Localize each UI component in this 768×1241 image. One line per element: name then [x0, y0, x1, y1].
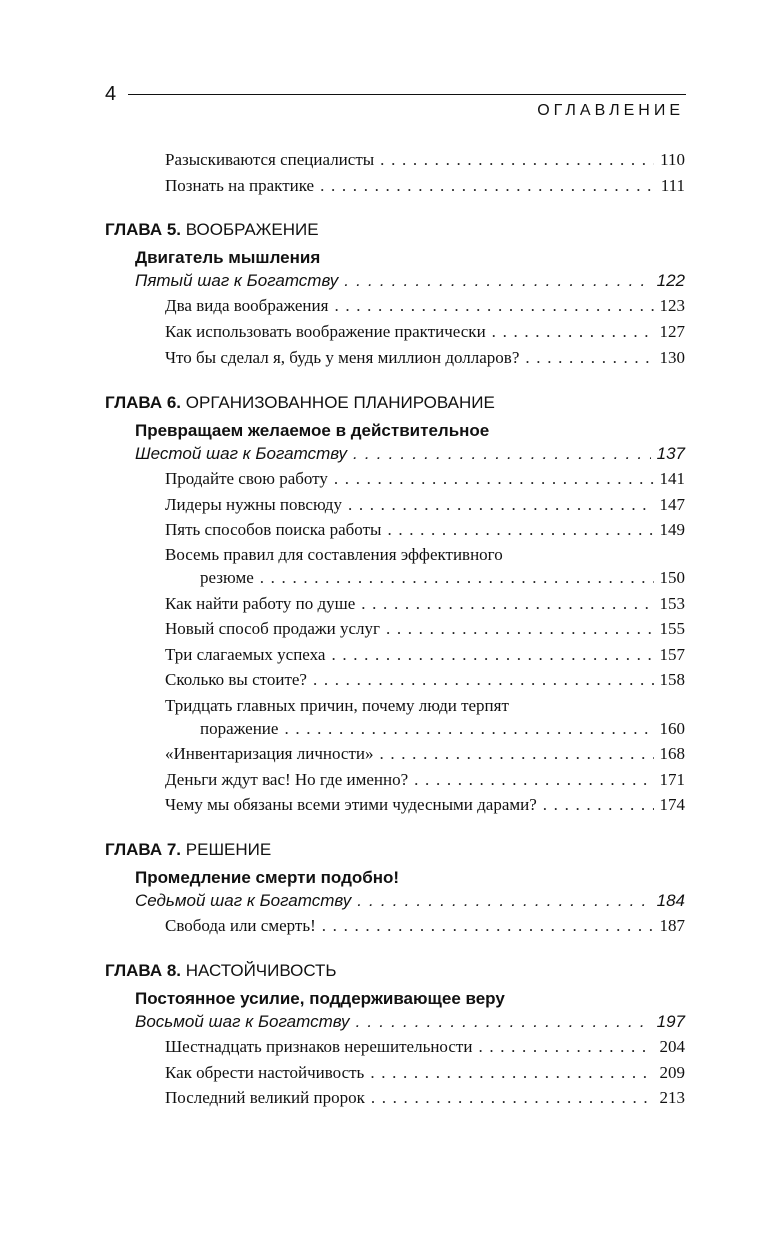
chapter-heading[interactable]: [105, 220, 319, 240]
toc-entry-page: 187: [659, 916, 685, 935]
toc-entry-title: Сколько вы стоите?: [165, 670, 307, 689]
chapter-heading[interactable]: [105, 961, 337, 981]
leader-dots: [370, 1063, 653, 1083]
toc-entry-title: Продайте свою работу: [165, 469, 328, 488]
leader-dots: [525, 348, 653, 368]
toc-entry-page: 127: [659, 322, 685, 341]
chapter-subtitle: Промедление смерти подобно!: [135, 868, 400, 887]
toc-entry[interactable]: [165, 770, 685, 790]
chapter-label: ГЛАВА 7.: [105, 840, 182, 859]
leader-dots: [353, 444, 651, 464]
leader-dots: [357, 891, 650, 911]
toc-entry[interactable]: [165, 495, 685, 515]
toc-entry-page: 168: [659, 744, 685, 763]
toc-entry-page: 123: [659, 296, 685, 315]
leader-dots: [387, 520, 653, 540]
toc-entry-title: Новый способ продажи услуг: [165, 619, 380, 638]
leader-dots: [386, 619, 654, 639]
leader-dots: [334, 296, 653, 316]
toc-entry-page: 122: [656, 271, 685, 290]
toc-entry-page: 184: [656, 891, 685, 910]
chapter-label: ГЛАВА 8.: [105, 961, 182, 980]
toc-entry-page: 130: [659, 348, 685, 367]
toc-entry-title: Как обрести настойчивость: [165, 1063, 365, 1082]
leader-dots: [356, 1012, 651, 1032]
leader-dots: [478, 1037, 653, 1057]
toc-entry[interactable]: [165, 1088, 685, 1108]
toc-entry-title: Чему мы обязаны всеми этими чудесными дарами?: [165, 795, 537, 814]
leader-dots: [284, 719, 653, 739]
toc-entry[interactable]: [165, 296, 685, 316]
toc-entry[interactable]: [165, 916, 685, 936]
leader-dots: [361, 594, 653, 614]
toc-entry-page: 158: [659, 670, 685, 689]
toc-entry[interactable]: [165, 594, 685, 614]
toc-entry-page: 197: [656, 1012, 685, 1031]
chapter-subtitle: Постоянное усилие, поддерживающее веру: [135, 989, 505, 1008]
toc-entry-page: 155: [659, 619, 685, 638]
toc-entry-title: Два вида воображения: [165, 296, 329, 315]
toc-entry-continuation: резюме: [200, 568, 254, 587]
toc-entry[interactable]: [200, 568, 685, 588]
chapter-heading[interactable]: [105, 393, 495, 413]
chapter-heading[interactable]: [105, 840, 271, 860]
toc-entry-page: 153: [659, 594, 685, 613]
toc-entry-page: 213: [659, 1088, 685, 1107]
chapter-name: ОРГАНИЗОВАННОЕ ПЛАНИРОВАНИЕ: [185, 393, 495, 412]
leader-dots: [543, 795, 654, 815]
toc-entry-page: 204: [659, 1037, 685, 1056]
toc-entry-page: 157: [659, 645, 685, 664]
toc-entry-title: Седьмой шаг к Богатству: [135, 891, 352, 910]
leader-dots: [348, 495, 654, 515]
toc-entry[interactable]: [165, 469, 685, 489]
toc-entry-title: Деньги ждут вас! Но где именно?: [165, 770, 409, 789]
toc-entry-title: Последний великий пророк: [165, 1088, 365, 1107]
toc-entry-page: 209: [659, 1063, 685, 1082]
leader-dots: [371, 1088, 654, 1108]
toc-entry-title: Свобода или смерть!: [165, 916, 316, 935]
toc-entry-title: Шестнадцать признаков нерешительности: [165, 1037, 473, 1056]
toc-entry-title: Восьмой шаг к Богатству: [135, 1012, 350, 1031]
leader-dots: [313, 670, 654, 690]
toc-entry-page: 150: [659, 568, 685, 587]
toc-entry[interactable]: [165, 520, 685, 540]
toc-entry[interactable]: [165, 619, 685, 639]
toc-entry-title: Разыскиваются специалисты: [165, 150, 375, 169]
toc-entry-title: Лидеры нужны повсюду: [165, 495, 342, 514]
toc-entry-title: «Инвентаризация личности»: [165, 744, 374, 763]
leader-dots: [260, 568, 654, 588]
toc-step-entry[interactable]: [135, 891, 685, 911]
toc-entry-first-line[interactable]: Тридцать главных причин, почему люди терпят: [165, 696, 509, 715]
toc-entry[interactable]: [165, 645, 685, 665]
toc-entry-page: 160: [659, 719, 685, 738]
toc-entry-page: 171: [659, 770, 685, 789]
toc-step-entry[interactable]: [135, 1012, 685, 1032]
chapter-subtitle: Двигатель мышления: [135, 248, 321, 267]
toc-entry-title: Пятый шаг к Богатству: [135, 271, 339, 290]
leader-dots: [320, 176, 655, 196]
page-number: 4: [105, 83, 117, 105]
toc-entry[interactable]: [165, 1037, 685, 1057]
running-title: ОГЛАВЛЕНИЕ: [537, 102, 684, 119]
toc-entry[interactable]: [165, 348, 685, 368]
leader-dots: [344, 271, 650, 291]
toc-entry[interactable]: [165, 670, 685, 690]
toc-entry[interactable]: [165, 795, 685, 815]
toc-entry[interactable]: [165, 322, 685, 342]
toc-entry-title: Что бы сделал я, будь у меня миллион долларов?: [165, 348, 520, 367]
toc-entry[interactable]: [165, 150, 685, 170]
toc-entry-title: Как найти работу по душе: [165, 594, 356, 613]
leader-dots: [380, 150, 654, 170]
toc-entry-title: Три слагаемых успеха: [165, 645, 326, 664]
toc-entry-page: 147: [659, 495, 685, 514]
toc-entry-first-line[interactable]: Восемь правил для составления эффективного: [165, 545, 503, 564]
toc-entry-page: 110: [660, 150, 685, 169]
chapter-name: РЕШЕНИЕ: [185, 840, 272, 859]
chapter-label: ГЛАВА 6.: [105, 393, 182, 412]
leader-dots: [331, 645, 653, 665]
leader-dots: [322, 916, 654, 936]
toc-entry-title: Как использовать воображение практически: [165, 322, 486, 341]
toc-entry-page: 137: [656, 444, 685, 463]
toc-entry-page: 149: [659, 520, 685, 539]
chapter-label: ГЛАВА 5.: [105, 220, 182, 239]
leader-dots: [492, 322, 654, 342]
toc-entry[interactable]: [165, 744, 685, 764]
chapter-name: ВООБРАЖЕНИЕ: [185, 220, 319, 239]
leader-dots: [414, 770, 653, 790]
toc-step-entry[interactable]: [135, 444, 685, 464]
toc-entry-title: Пять способов поиска работы: [165, 520, 382, 539]
toc-entry[interactable]: [200, 719, 685, 739]
toc-entry[interactable]: [165, 1063, 685, 1083]
chapter-subtitle: Превращаем желаемое в действительное: [135, 421, 490, 440]
toc-entry[interactable]: [165, 176, 685, 196]
leader-dots: [379, 744, 653, 764]
toc-entry-title: Познать на практике: [165, 176, 315, 195]
toc-entry-continuation: поражение: [200, 719, 279, 738]
toc-entry-title: Шестой шаг к Богатству: [135, 444, 348, 463]
leader-dots: [334, 469, 654, 489]
toc-entry-page: 111: [660, 176, 685, 195]
toc-entry-page: 141: [659, 469, 685, 488]
toc-entry-page: 174: [659, 795, 685, 814]
chapter-name: НАСТОЙЧИВОСТЬ: [185, 961, 337, 980]
toc-step-entry[interactable]: [135, 271, 685, 291]
